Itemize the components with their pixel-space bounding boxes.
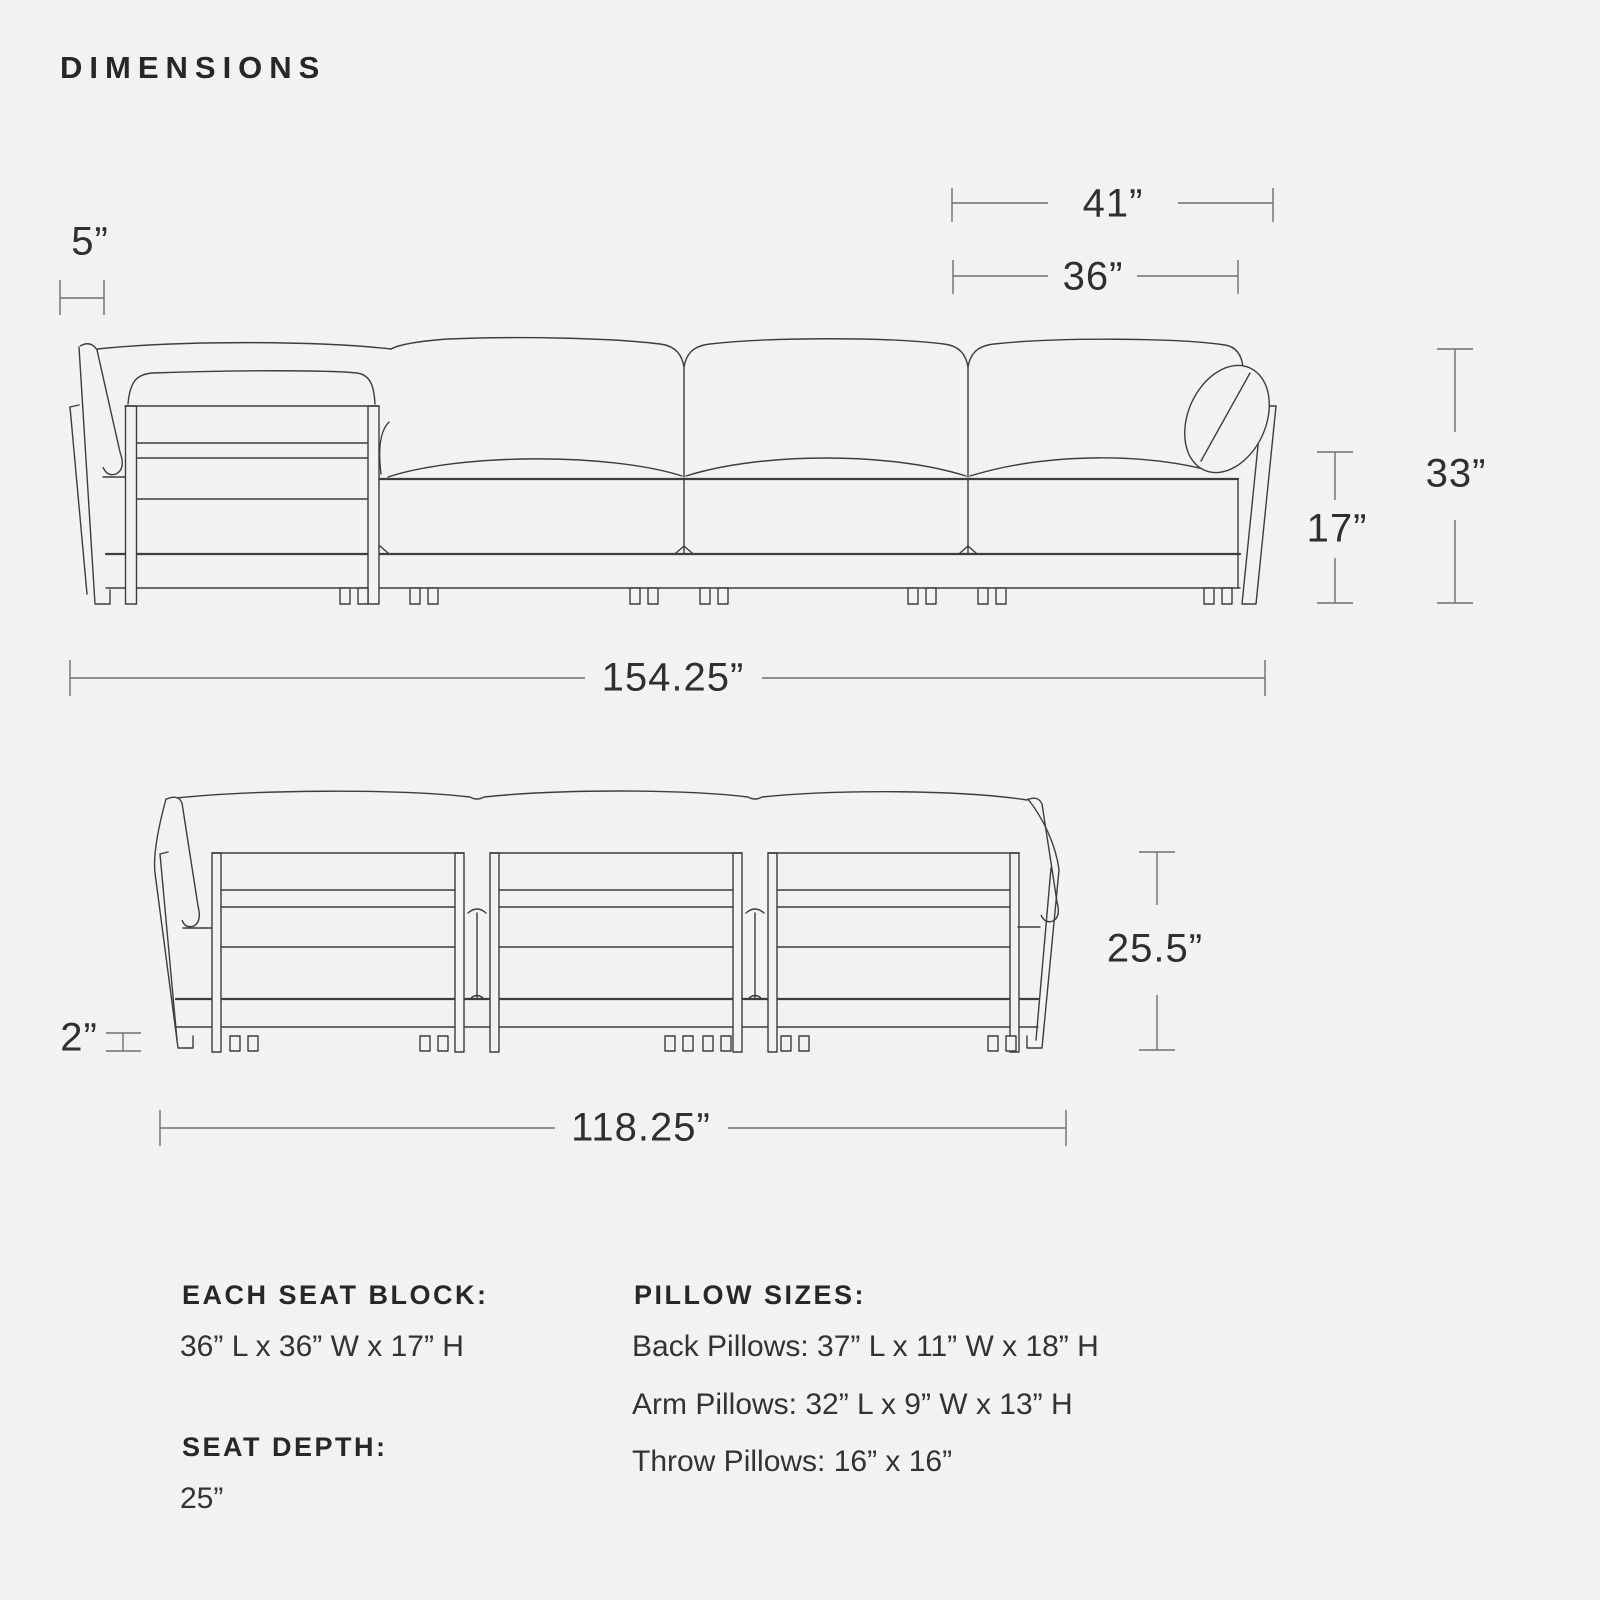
pillow-throw-value: Throw Pillows: 16” x 16”: [632, 1445, 953, 1478]
bv-left-arm-panel: [160, 852, 177, 1040]
corner-inner-arch: [128, 371, 375, 404]
bv-right-wedge-pillow: [1027, 798, 1058, 922]
seat-cushion-left-bump: [380, 422, 389, 474]
dimension-lines: [60, 188, 1473, 1146]
seat-block-value: 36” L x 36” W x 17” H: [180, 1330, 464, 1363]
bv-frame-rails-1: [212, 853, 464, 947]
front-view-drawing: [70, 338, 1285, 604]
dim-label-end-block: 41”: [1082, 181, 1144, 226]
bv-frame-posts: [212, 853, 1019, 1052]
divider-peaks: [372, 546, 976, 553]
corner-back-top-curve: [97, 343, 391, 349]
dim-label-back-height: 25.5”: [1106, 926, 1204, 971]
back-legs: [230, 1036, 1016, 1051]
dim-label-overall-depth: 118.25”: [571, 1105, 711, 1150]
bv-left-wedge-pillow: [167, 797, 199, 927]
seat-dividers: [684, 479, 968, 553]
pillow-arm-value: Arm Pillows: 32” L x 9” W x 13” H: [632, 1388, 1073, 1421]
dim-label-seat-block: 36”: [1062, 254, 1124, 299]
page-title: DIMENSIONS: [60, 50, 327, 85]
front-legs: [340, 588, 1232, 604]
dim-label-overall-length: 154.25”: [601, 655, 745, 700]
bv-module-seams: [468, 909, 764, 999]
seat-cushion-arcs: [388, 458, 1214, 477]
corner-frame-rails: [125, 406, 379, 499]
dim-line-arm-width: [60, 280, 104, 315]
bv-frame-rails-3: [768, 853, 1019, 947]
seat-block-heading: EACH SEAT BLOCK:: [182, 1280, 489, 1310]
dim-label-seat-height: 17”: [1306, 506, 1368, 551]
corner-frame-left-post: [126, 406, 137, 604]
dim-label-arm-width: 5”: [71, 219, 109, 264]
back-cushions-top: [167, 791, 1027, 800]
seat-depth-value: 25”: [180, 1482, 224, 1515]
corner-frame-right-post: [368, 406, 379, 604]
bv-frame-rails-2: [490, 853, 742, 947]
back-view-drawing: [154, 791, 1059, 1052]
dim-line-base-clearance: [106, 1033, 141, 1051]
pillow-sizes-heading: PILLOW SIZES:: [634, 1280, 866, 1310]
pillow-back-value: Back Pillows: 37” L x 11” W x 18” H: [632, 1330, 1099, 1363]
back-cushion-1: [391, 338, 684, 477]
back-cushion-2: [684, 339, 968, 477]
dim-label-overall-height: 33”: [1425, 451, 1487, 496]
seat-depth-heading: SEAT DEPTH:: [182, 1432, 388, 1462]
dim-label-base-clearance: 2”: [60, 1015, 98, 1060]
